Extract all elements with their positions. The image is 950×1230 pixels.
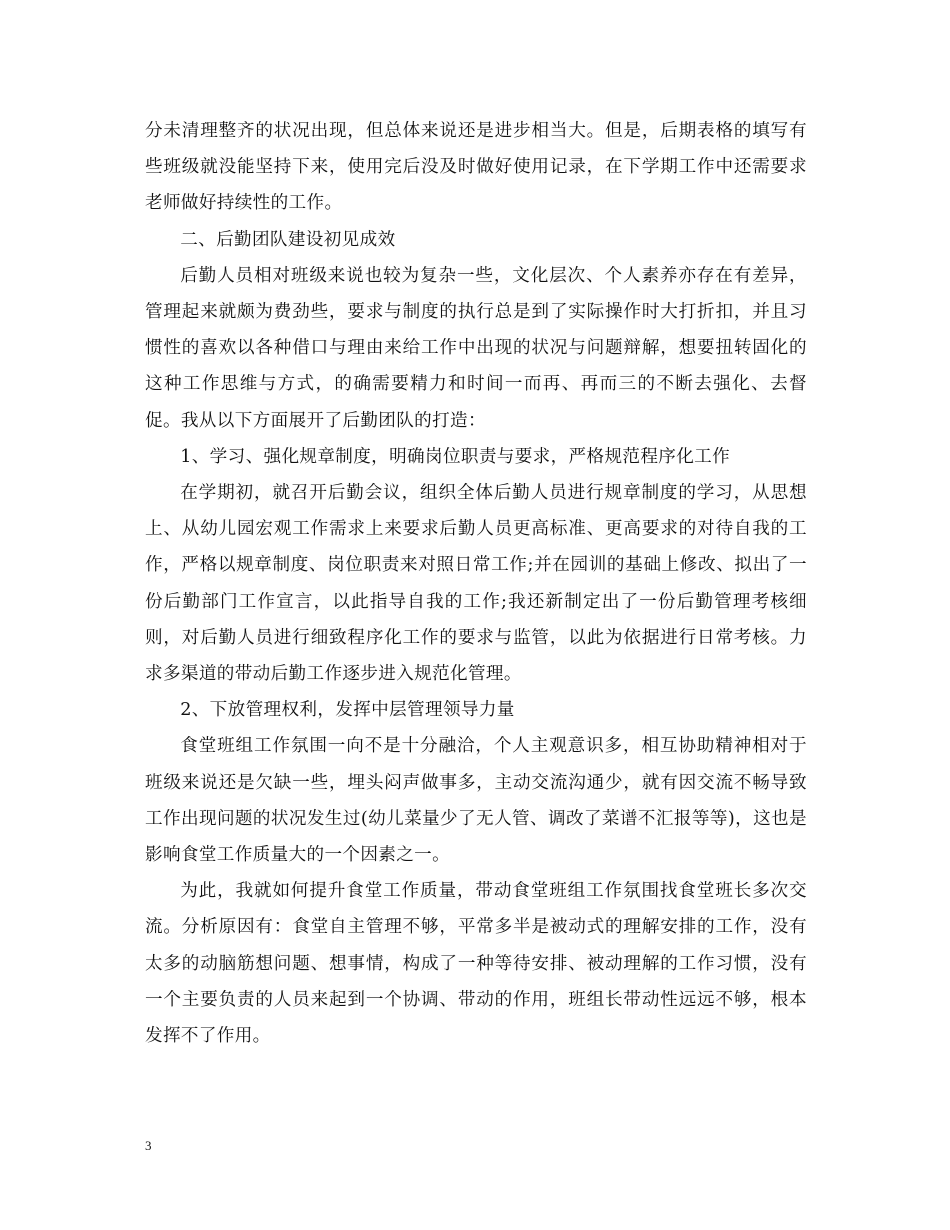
- paragraph-7: 食堂班组工作氛围一向不是十分融洽，个人主观意识多，相互协助精神相对于班级来说还是欠缺一些，埋头闷声做事多，主动交流沟通少，就有因交流不畅导致工作出现问题的状况发生过(幼儿菜量少了无人管、调改了菜谱不汇报等等)，这也是影响食堂工作质量大的一个因素之一。: [145, 736, 807, 866]
- page-number: 3: [145, 1138, 152, 1153]
- paragraph-5: 在学期初，就召开后勤会议，组织全体后勤人员进行规章制度的学习，从思想上、从幼儿园宏观工作需求上来要求后勤人员更高标准、更高要求的对待自我的工作，严格以规章制度、岗位职责来对照日常工作;并在园训的基础上修改、拟出了一份后勤部门工作宣言，以此指导自我的工作;我还新制定出了一份后勤管理考核细则，对后勤人员进行细致程序化工作的要求与监管，以此为依据进行日常考核。力求多渠道的带动后勤工作逐步进入规范化管理。: [145, 483, 807, 685]
- paragraph-1: 分未清理整齐的状况出现，但总体来说还是进步相当大。但是，后期表格的填写有些班级就没能坚持下来，使用完后没及时做好使用记录，在下学期工作中还需要求老师做好持续性的工作。: [145, 121, 807, 214]
- section-heading-logistics-team: 二、后勤团队建设初见成效: [180, 229, 396, 250]
- subheading-delegate-management: 2、下放管理权利，发挥中层管理领导力量: [180, 700, 515, 721]
- document-body: [145, 113, 807, 1054]
- paragraph-8: 为此，我就如何提升食堂工作质量，带动食堂班组工作氛围找食堂班长多次交流。分析原因有：食堂自主管理不够，平常多半是被动式的理解安排的工作，没有太多的动脑筋想问题、想事情，构成了一种等待安排、被动理解的工作习惯，没有一个主要负责的人员来起到一个协调、带动的作用，班组长带动性远远不够，根本发挥不了作用。: [145, 881, 807, 1047]
- subheading-rules-study: 1、学习、强化规章制度，明确岗位职责与要求，严格规范程序化工作: [180, 446, 731, 467]
- paragraph-3: 后勤人员相对班级来说也较为复杂一些，文化层次、个人素养亦存在有差异，管理起来就颇为费劲些，要求与制度的执行总是到了实际操作时大打折扣，并且习惯性的喜欢以各种借口与理由来给工作中出现的状况与问题辩解，想要扭转固化的这种工作思维与方式，的确需要精力和时间一而再、再而三的不断去强化、去督促。我从以下方面展开了后勤团队的打造：: [145, 265, 807, 431]
